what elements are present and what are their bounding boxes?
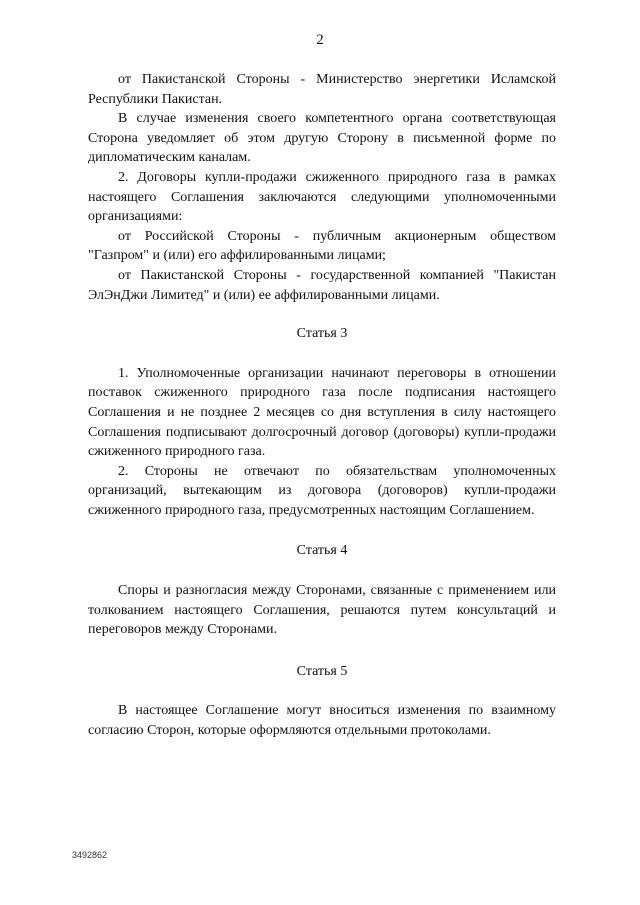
article-3-heading: Статья 3	[296, 326, 348, 342]
paragraph-contracts: 2. Договоры купли-продажи сжиженного природного газа в рамках настоящего Соглашения заключаются следующими уполномоченными организациями:	[88, 169, 556, 225]
document-body	[88, 70, 556, 741]
page-number: 2	[316, 32, 324, 48]
article-3-paragraph-1: 1. Уполномоченные организации начинают переговоры в отношении поставок сжиженного природного газа после подписания настоящего Соглашения и не позднее 2 месяцев со дня вступления в силу настоящего Соглашения подписывают долгосрочный договор (договоры) купли-продажи сжиженного природного газа.	[88, 365, 556, 460]
paragraph-pakistan-organization: от Пакистанской Стороны - государственной компанией "Пакистан ЭлЭнДжи Лимитед" и (или) ее аффилированными лицами.	[88, 267, 556, 303]
article-5-paragraph-1: В настоящее Соглашение могут вноситься изменения по взаимному согласию Сторон, которые оформляются отдельными протоколами.	[88, 703, 556, 739]
paragraph-pakistan-authority: от Пакистанской Стороны - Министерство энергетики Исламской Республики Пакистан.	[88, 72, 556, 107]
paragraph-authority-change: В случае изменения своего компетентного органа соответствующая Сторона уведомляет об этом другую Сторону в письменной форме по дипломатическим каналам.	[88, 111, 556, 166]
article-4-paragraph-1: Споры и разногласия между Сторонами, связанные с применением или толкованием настоящего Соглашения, решаются путем консультаций и переговоров между Сторонами.	[88, 583, 556, 638]
document-code: 3492862	[72, 850, 108, 860]
article-5-heading: Статья 5	[296, 663, 348, 679]
article-4-heading: Статья 4	[296, 543, 348, 559]
article-3-paragraph-2: 2. Стороны не отвечают по обязательствам уполномоченных организаций, вытекающим из договора (договоров) купли-продажи сжиженного природного газа, предусмотренных настоящим Соглашением.	[88, 463, 556, 518]
paragraph-russian-organization: от Российской Стороны - публичным акционерным обществом "Газпром" и (или) его аффилированными лицами;	[88, 228, 556, 264]
